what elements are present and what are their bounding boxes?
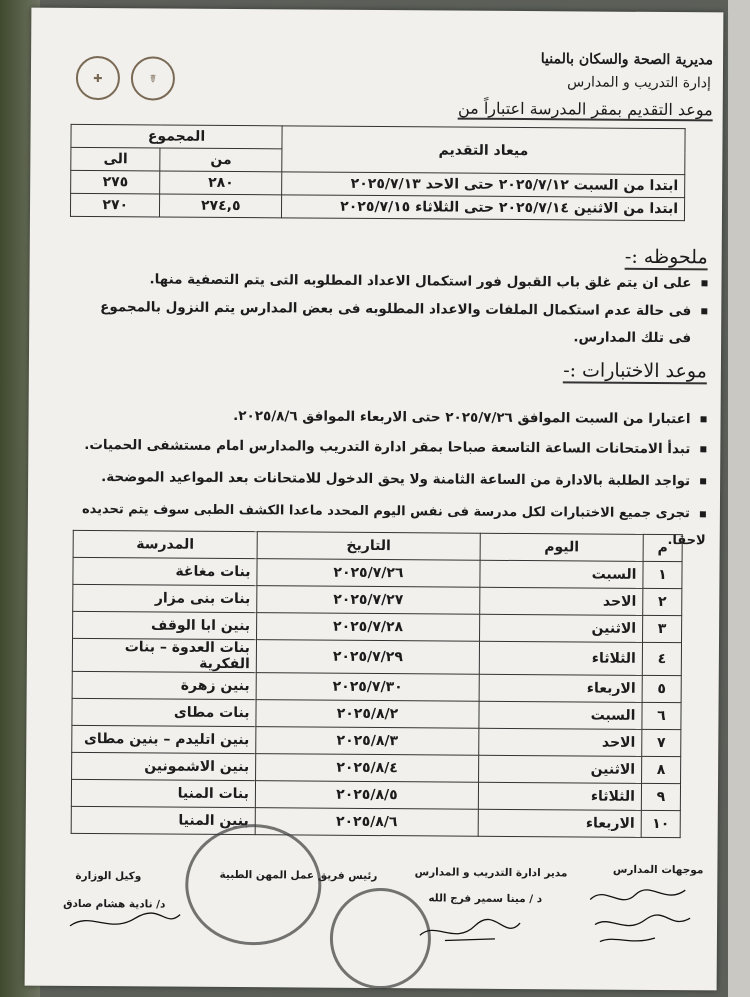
exam-item: تواجد الطلبة بالادارة من الساعة الثامنة ولا يحق الدخول للامتحانات بعد المواعيد الموضحة.: [81, 464, 706, 495]
document-page: [25, 8, 724, 991]
table-row: ١٠ الاربعاء ٢٠٢٥/٨/٦ بنين المنيا: [71, 806, 680, 837]
department-name: إدارة التدريب و المدارس: [567, 74, 711, 92]
deputy-name: د/ نادية هشام صادق: [63, 897, 166, 911]
signature-scribble: [65, 906, 185, 937]
table-row: ابتدا من السبت ٢٠٢٥/٧/١٢ حتى الاحد ٢٠٢٥/٧/١٣ ٢٨٠ ٢٧٥: [71, 170, 685, 197]
schedule-table: [71, 530, 683, 838]
school-heads-label: موجهات المدارس: [612, 863, 704, 877]
col-to-header: الى: [71, 147, 161, 171]
table-row: ٢ الاحد ٢٠٢٥/٧/٢٧ بنات بنى مزار: [73, 584, 682, 615]
table-row: ٨ الاثنين ٢٠٢٥/٨/٤ بنين الاشمونين: [72, 752, 681, 783]
exams-title: موعد الاختبارات :-: [563, 359, 707, 383]
table-row: ابتدا من الاثنين ٢٠٢٥/٧/١٤ حتى الثلاثاء ٢٠٢٥/٧/١٥ ٢٧٤,٥ ٢٧٠: [70, 193, 684, 220]
bullet-icon: [701, 308, 707, 314]
bullet-icon: [701, 416, 707, 422]
col-day-header: اليوم: [480, 533, 643, 561]
bullet-icon: [700, 478, 706, 484]
exam-item: اعتبارا من السبت الموافق ٢٠٢٥/٧/٢٦ حتى الاربعاء الموافق ٢٠٢٥/٨/٦.: [81, 402, 706, 433]
subtitle: موعد التقديم بمقر المدرسة اعتباراً من: [457, 98, 713, 120]
ministry-logo-icon: ✚: [76, 56, 120, 100]
bullet-icon: [700, 511, 706, 517]
col-date-header: ميعاد التقديم: [282, 126, 685, 175]
note-item: فى حالة عدم استكمال الملفات والاعداد المطلوبه فى بعض المدارس يتم النزول بالمجموع فى تلك المدارس.: [81, 294, 707, 352]
health-logo-icon: ☤: [131, 56, 175, 100]
official-stamp: [185, 824, 322, 946]
table-row: ٦ السبت ٢٠٢٥/٨/٢ بنات مطاى: [72, 698, 681, 729]
application-table: [70, 124, 686, 221]
table-row: ٤ الثلاثاء ٢٠٢٥/٧/٢٩ بنات العدوة – بنات الفكرية: [72, 638, 681, 675]
signature-scribble: [585, 879, 695, 950]
col-total-header: المجموع: [71, 124, 282, 148]
background-right: [728, 0, 750, 997]
exam-item: تجرى جميع الاختبارات لكل مدرسة فى نفس اليوم المحدد ماعدا الكشف الطبى سوف يتم تحديده لاحقا.: [81, 501, 706, 549]
bullet-icon: [700, 446, 706, 452]
training-director-title: مدير ادارة التدريب و المدارس: [414, 866, 568, 880]
bullet-icon: [701, 280, 707, 286]
exam-item: تبدأ الامتحانات الساعة التاسعة صباحا بمقر ادارة التدريب والمدارس امام مستشفى الحميات.: [81, 432, 706, 463]
signature-scribble: [415, 910, 525, 951]
table-row: ٣ الاثنين ٢٠٢٥/٧/٢٨ بنين ابا الوقف: [73, 611, 682, 642]
col-date-header: التاريخ: [257, 532, 480, 561]
table-row: ٧ الاحد ٢٠٢٥/٨/٣ بنين اتليدم – بنين مطاى: [72, 725, 681, 756]
directorate-name: مديرية الصحة والسكان بالمنيا: [540, 51, 714, 69]
note-item: على ان يتم غلق باب القبول فور استكمال الاعداد المطلوبه التى يتم التصفية منها.: [82, 266, 707, 297]
notes-title: ملحوظه :-: [624, 245, 708, 269]
col-school-header: المدرسة: [73, 530, 257, 558]
training-director-name: د / مينا سمير فرج الله: [428, 892, 543, 906]
col-num-header: م: [643, 534, 682, 561]
col-from-header: من: [160, 148, 282, 172]
table-row: ٥ الاربعاء ٢٠٢٥/٧/٣٠ بنين زهرة: [72, 671, 681, 702]
table-row: ١ السبت ٢٠٢٥/٧/٢٦ بنات مغاغة: [73, 557, 682, 588]
deputy-title: وكيل الوزارة: [75, 869, 142, 883]
team-head-title: رئيس فريق عمل المهن الطبية: [219, 868, 378, 883]
table-row: ٩ الثلاثاء ٢٠٢٥/٨/٥ بنات المنيا: [71, 779, 680, 810]
